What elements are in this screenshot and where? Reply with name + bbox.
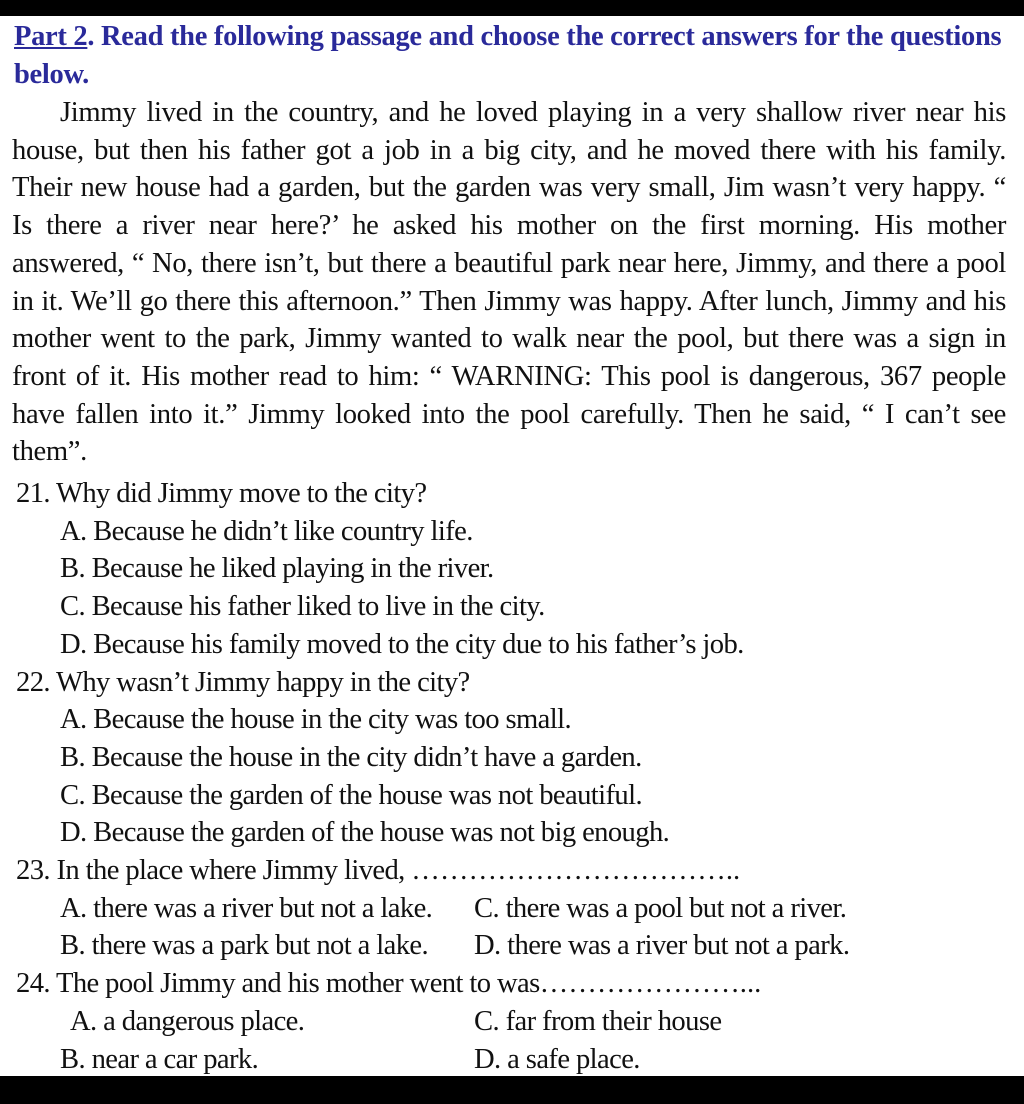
option-row-24-1 xyxy=(16,1003,1006,1041)
section-heading xyxy=(14,18,1010,94)
option-row-24-2 xyxy=(16,1041,1006,1076)
option-24-c[interactable]: C. far from their house xyxy=(474,1005,722,1037)
option-22-b[interactable]: B. Because the house in the city didn’t have a garden. xyxy=(60,741,642,773)
option-23-c[interactable]: C. there was a pool but not a river. xyxy=(474,892,847,924)
question-21: 21. Why did Jimmy move to the city? xyxy=(16,478,427,509)
worksheet-page xyxy=(0,16,1024,1076)
option-22-d[interactable]: D. Because the garden of the house was not big enough. xyxy=(60,817,670,849)
option-22-c[interactable]: C. Because the garden of the house was not beautiful. xyxy=(60,779,642,811)
question-22: 22. Why wasn’t Jimmy happy in the city? xyxy=(16,666,470,698)
option-23-d[interactable]: D. there was a river but not a park. xyxy=(474,930,850,962)
option-24-d[interactable]: D. a safe place. xyxy=(474,1043,640,1075)
part-label: Part 2 xyxy=(14,21,88,52)
option-24-a[interactable]: A. a dangerous place. xyxy=(70,1005,305,1037)
answer-blank-23: …………………………….. xyxy=(411,855,741,887)
option-21-b[interactable]: B. Because he liked playing in the river. xyxy=(60,553,494,585)
option-24-b[interactable]: B. near a car park. xyxy=(60,1043,259,1075)
option-23-b[interactable]: B. there was a park but not a lake. xyxy=(60,930,429,962)
option-21-d[interactable]: D. Because his family moved to the city due to his father’s job. xyxy=(60,628,744,660)
option-23-a[interactable]: A. there was a river but not a lake. xyxy=(60,892,433,924)
option-22-a[interactable]: A. Because the house in the city was too small. xyxy=(60,704,571,736)
question-23-stem: 23. In the place where Jimmy lived, xyxy=(16,855,405,887)
option-row-23-2 xyxy=(16,927,1006,965)
instruction-text: . Read the following passage and choose the correct answers for the questions below. xyxy=(14,21,1002,90)
option-21-a[interactable]: A. Because he didn’t like country life. xyxy=(60,515,473,547)
option-row-23-1 xyxy=(16,890,1006,928)
option-21-c[interactable]: C. Because his father liked to live in the city. xyxy=(60,591,545,623)
questions xyxy=(16,475,1006,1076)
answer-blank-24: …………………... xyxy=(539,968,762,1000)
question-24 xyxy=(16,965,1006,1003)
question-24-stem: 24. The pool Jimmy and his mother went to was xyxy=(16,968,540,1000)
question-23 xyxy=(16,852,1006,890)
reading-passage: Jimmy lived in the country, and he loved playing in a very shallow river near his house, but then his father got a job in a big city, and he moved there with his family. Their new house had a garden, but the garden was very small, Jim wasn’t very happy. “ Is there a river near here?’ he asked his mother on the first morning. His mother answered, “ No, there isn’t, but there a beautiful park near here, Jimmy, and there a pool in it. We’ll go there this afternoon.” Then Jimmy was happy. After lunch, Jimmy and his mother went to the park, Jimmy wanted to walk near the pool, but there was a sign in front of it. His mother read to him: “ WARNING: This pool is dangerous, 367 people have fallen into it.” Jimmy looked into the pool carefully. Then he said, “ I can’t see them”. xyxy=(12,97,1006,468)
